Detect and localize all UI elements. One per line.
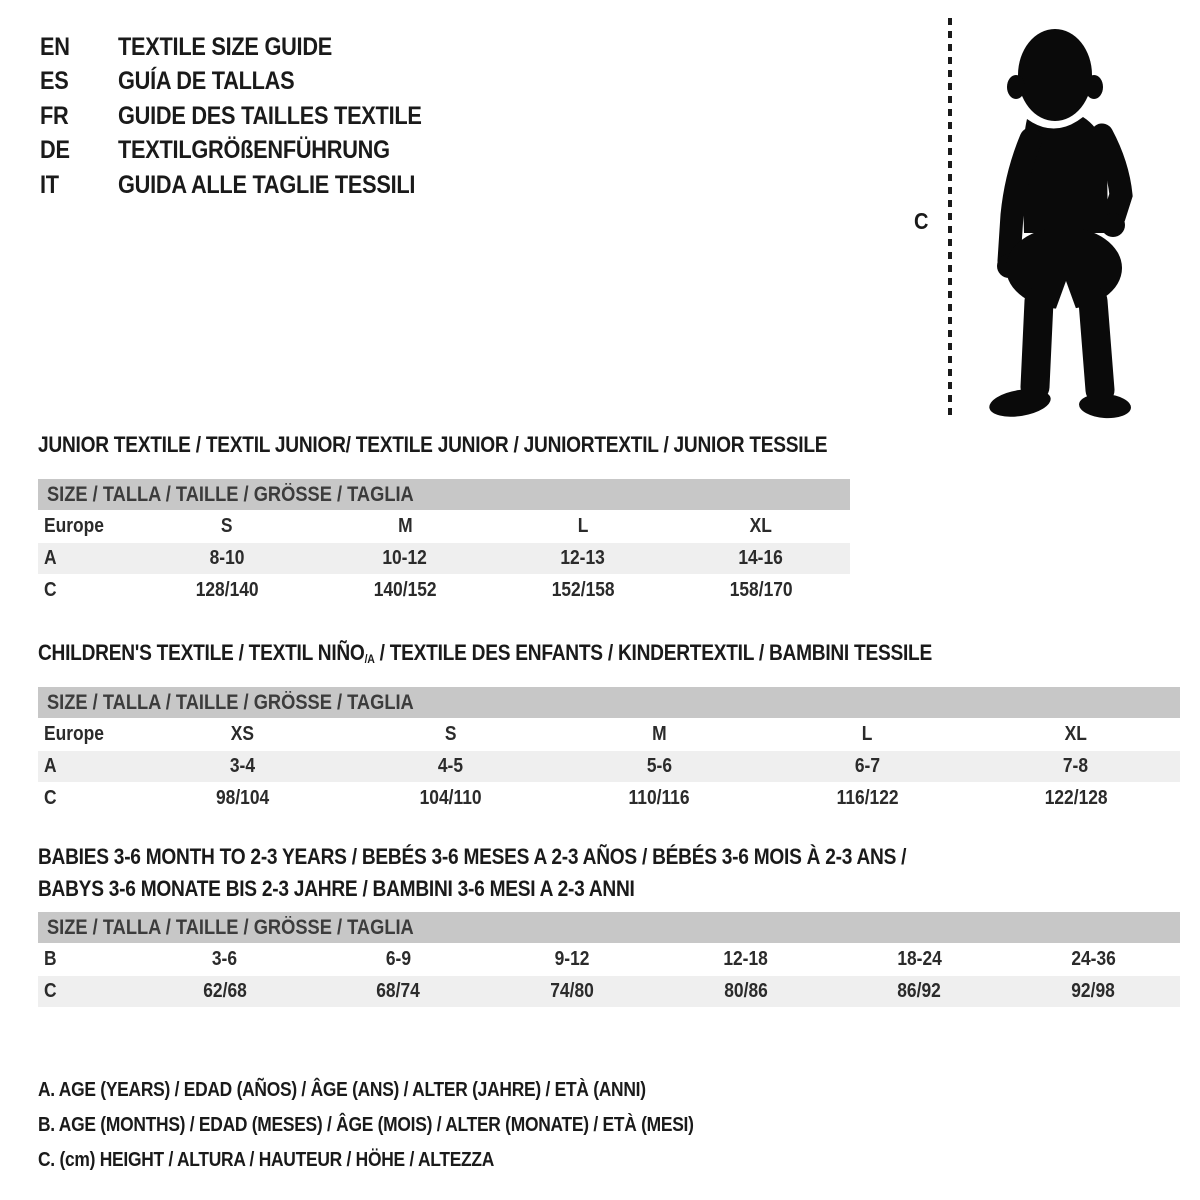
legend-line-a: A. AGE (YEARS) / EDAD (AÑOS) / ÂGE (ANS) / ALTER (JAHRE) / ETÀ (ANNI): [38, 1079, 646, 1101]
language-label: GUIDA ALLE TAGLIE TESSILI: [118, 170, 416, 199]
age-cell: 3-4: [229, 755, 255, 777]
babies-size-table: [38, 912, 1180, 1007]
size-cell: L: [577, 515, 589, 537]
row-label: A: [44, 755, 57, 777]
height-cell: 62/68: [203, 980, 247, 1002]
table-row: [38, 719, 1180, 750]
language-row-it: [40, 168, 467, 203]
age-cell: 24-36: [1070, 948, 1116, 970]
age-cell: 6-7: [854, 755, 880, 777]
row-label: C: [44, 980, 57, 1002]
height-measure-label: C: [914, 208, 929, 234]
table-row: [38, 944, 1180, 975]
table-row: [38, 751, 1180, 782]
language-label: TEXTILGRÖßENFÜHRUNG: [118, 136, 390, 165]
section-title: CHILDREN'S TEXTILE / TEXTIL $NIÑO_{/A}$ / TEXTILE DES ENFANTS / KINDERTEXTIL / BAMBINI TESSILE: [38, 640, 932, 667]
height-cell: 116/122: [836, 787, 899, 809]
size-header-bar: SIZE / TALLA / TAILLE / GRÖSSE / TAGLIA: [38, 687, 1180, 718]
table-row: [38, 511, 850, 542]
language-row-de: [40, 134, 467, 169]
section-title: JUNIOR TEXTILE / TEXTIL JUNIOR/ TEXTILE JUNIOR / JUNIORTEXTIL / JUNIOR TESSILE: [38, 432, 828, 457]
height-cell: 152/158: [551, 579, 615, 601]
size-header-bar: SIZE / TALLA / TAILLE / GRÖSSE / TAGLIA: [38, 479, 850, 510]
height-cell: 98/104: [215, 787, 269, 809]
age-cell: 9-12: [554, 948, 590, 970]
age-cell: 6-9: [385, 948, 412, 970]
row-label: C: [44, 787, 57, 809]
height-cell: 158/170: [729, 579, 793, 601]
language-code: EN: [40, 32, 70, 61]
section-title-line1: BABIES 3-6 MONTH TO 2-3 YEARS / BEBÉS 3-6 MESES A 2-3 AÑOS / BÉBÉS 3-6 MOIS À 2-3 ANS /: [38, 844, 907, 869]
age-cell: 5-6: [646, 755, 672, 777]
toddler-silhouette: [966, 15, 1138, 419]
row-label: B: [44, 948, 57, 970]
age-cell: 14-16: [738, 547, 784, 569]
size-cell: XL: [1064, 723, 1087, 745]
section-title-line2: BABYS 3-6 MONATE BIS 2-3 JAHRE / BAMBINI 3-6 MESI A 2-3 ANNI: [38, 876, 635, 901]
measurement-legend: [38, 1073, 792, 1178]
row-label: Europe: [44, 515, 104, 537]
height-cell: 80/86: [724, 980, 768, 1002]
height-cell: 86/92: [897, 980, 942, 1002]
height-cell: 122/128: [1044, 787, 1108, 809]
row-label: C: [44, 579, 57, 601]
age-cell: 8-10: [209, 547, 245, 569]
height-cell: 110/116: [628, 787, 690, 809]
junior-size-table: [38, 479, 850, 606]
language-label: GUIDE DES TAILLES TEXTILE: [118, 101, 422, 130]
age-cell: 10-12: [382, 547, 428, 569]
section-babies-textile: [38, 846, 1180, 1007]
row-label: Europe: [44, 723, 104, 745]
size-cell: S: [444, 723, 457, 745]
size-cell: S: [221, 515, 233, 537]
height-cell: 140/152: [373, 579, 437, 601]
height-cell: 74/80: [550, 980, 594, 1002]
language-code: IT: [40, 170, 59, 199]
table-row: [38, 976, 1180, 1007]
language-label: GUÍA DE TALLAS: [118, 67, 295, 96]
children-size-table: [38, 687, 1180, 814]
language-code: ES: [40, 67, 69, 96]
size-cell: L: [862, 723, 873, 745]
size-cell: M: [397, 515, 413, 537]
size-header-bar: SIZE / TALLA / TAILLE / GRÖSSE / TAGLIA: [38, 912, 1180, 943]
size-cell: XS: [230, 723, 254, 745]
height-cell: 92/98: [1071, 980, 1115, 1002]
legend-line-b: B. AGE (MONTHS) / EDAD (MESES) / ÂGE (MOIS) / ALTER (MONATE) / ETÀ (MESI): [38, 1114, 694, 1136]
row-label: A: [44, 547, 57, 569]
language-row-fr: [40, 99, 467, 134]
table-row: [38, 543, 850, 574]
language-row-es: [40, 65, 467, 100]
height-cell: 104/110: [419, 787, 482, 809]
age-cell: 18-24: [897, 948, 942, 970]
language-title-block: [40, 30, 467, 203]
table-row: [38, 575, 850, 606]
language-row-en: [40, 30, 467, 65]
table-row: [38, 783, 1180, 814]
height-measure-line: [948, 18, 952, 416]
section-children-textile: [38, 642, 1180, 814]
age-cell: 3-6: [212, 948, 238, 970]
legend-line-c: C. (cm) HEIGHT / ALTURA / HAUTEUR / HÖHE / ALTEZZA: [38, 1149, 495, 1171]
language-code: DE: [40, 136, 70, 165]
language-code: FR: [40, 101, 69, 130]
age-cell: 12-13: [560, 547, 606, 569]
section-junior-textile: [38, 434, 945, 606]
age-cell: 7-8: [1063, 755, 1089, 777]
height-cell: 128/140: [195, 579, 259, 601]
language-label: TEXTILE SIZE GUIDE: [118, 32, 333, 61]
size-cell: XL: [749, 515, 773, 537]
size-cell: M: [651, 723, 667, 745]
age-cell: 4-5: [438, 755, 464, 777]
age-cell: 12-18: [723, 948, 769, 970]
height-cell: 68/74: [376, 980, 421, 1002]
gender-subscript: /A: [364, 652, 375, 667]
